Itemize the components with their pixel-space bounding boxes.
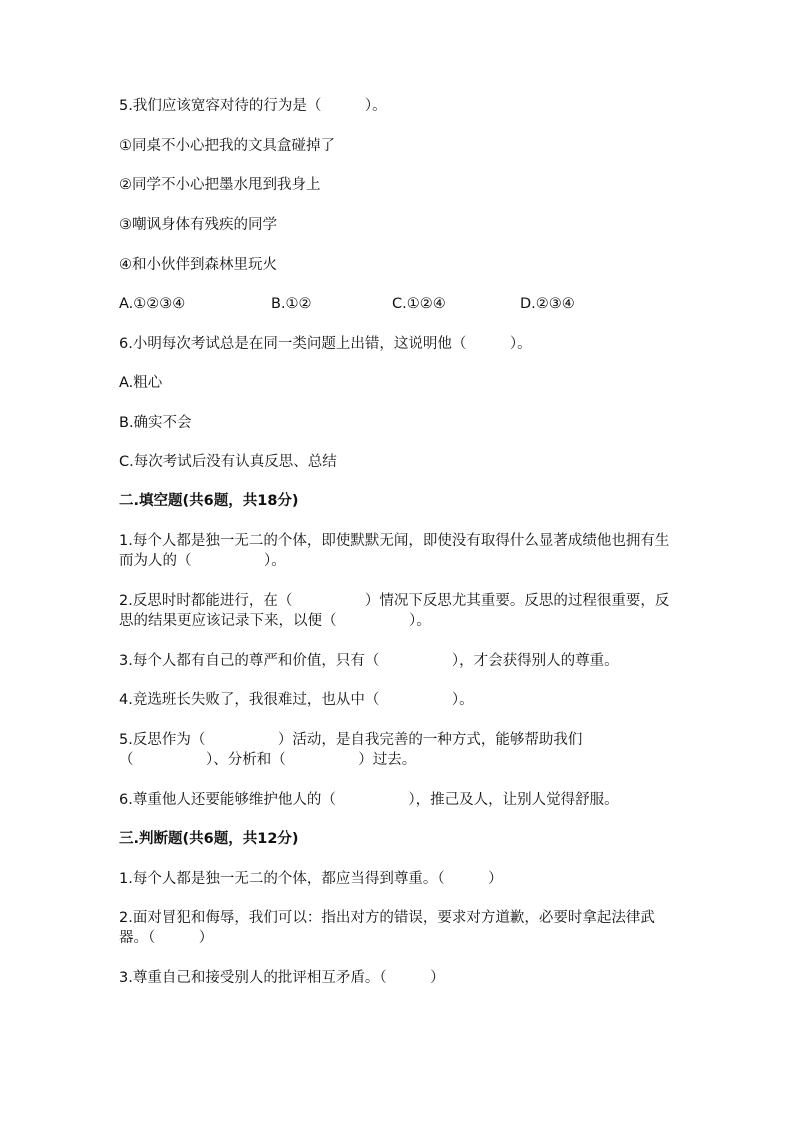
question-5-item-4: ④和小伙伴到森林里玩火 xyxy=(119,257,277,273)
option-c[interactable]: C.①②④ xyxy=(392,296,446,312)
section-3-title: 三.判断题(共6题，共12分) xyxy=(119,831,299,847)
question-6-stem: 6.小明每次考试总是在同一类问题上出错，这说明他（ ）。 xyxy=(119,336,532,352)
judge-question-3: 3.尊重自己和接受别人的批评相互矛盾。（ ） xyxy=(119,970,445,986)
option-a[interactable]: A.①②③④ xyxy=(119,296,186,312)
question-5-item-3: ③嘲讽身体有残疾的同学 xyxy=(119,217,277,233)
fill-question-1: 1.每个人都是独一无二的个体，即使默默无闻，即使没有取得什么显著成绩他也拥有生而为人的（ ）。 xyxy=(119,533,670,569)
section-2-title: 二.填空题(共6题，共18分) xyxy=(119,493,299,509)
question-6-option-b[interactable]: B.确实不会 xyxy=(119,415,192,431)
fill-question-4: 4.竞选班长失败了，我很难过，也从中（ ）。 xyxy=(119,692,474,708)
question-5-options xyxy=(119,294,679,314)
fill-question-5: 5.反思作为（ ）活动，是自我完善的一种方式，能够帮助我们（ ）、分析和（ ）过去。 xyxy=(119,732,583,768)
question-5-item-2: ②同学不小心把墨水甩到我身上 xyxy=(119,177,321,193)
question-6-option-a[interactable]: A.粗心 xyxy=(119,375,163,391)
fill-question-3: 3.每个人都有自己的尊严和价值，只有（ ），才会获得别人的尊重。 xyxy=(119,653,619,669)
question-5-stem: 5.我们应该宽容对待的行为是（ ）。 xyxy=(119,98,387,114)
question-5-item-1: ①同桌不小心把我的文具盒碰掉了 xyxy=(119,138,335,154)
fill-question-6: 6.尊重他人还要能够维护他人的（ ），推己及人，让别人觉得舒服。 xyxy=(119,792,619,808)
option-d[interactable]: D.②③④ xyxy=(520,296,575,312)
judge-question-1: 1.每个人都是独一无二的个体，都应当得到尊重。（ ） xyxy=(119,871,503,887)
fill-question-2: 2.反思时时都能进行，在（ ）情况下反思尤其重要。反思的过程很重要，反思的结果更应该记录下来，以便（ ）。 xyxy=(119,593,670,629)
judge-question-2: 2.面对冒犯和侮辱，我们可以：指出对方的错误，要求对方道歉，必要时拿起法律武器。（ ） xyxy=(119,910,655,946)
question-6-option-c[interactable]: C.每次考试后没有认真反思、总结 xyxy=(119,454,337,470)
option-b[interactable]: B.①② xyxy=(271,296,312,312)
